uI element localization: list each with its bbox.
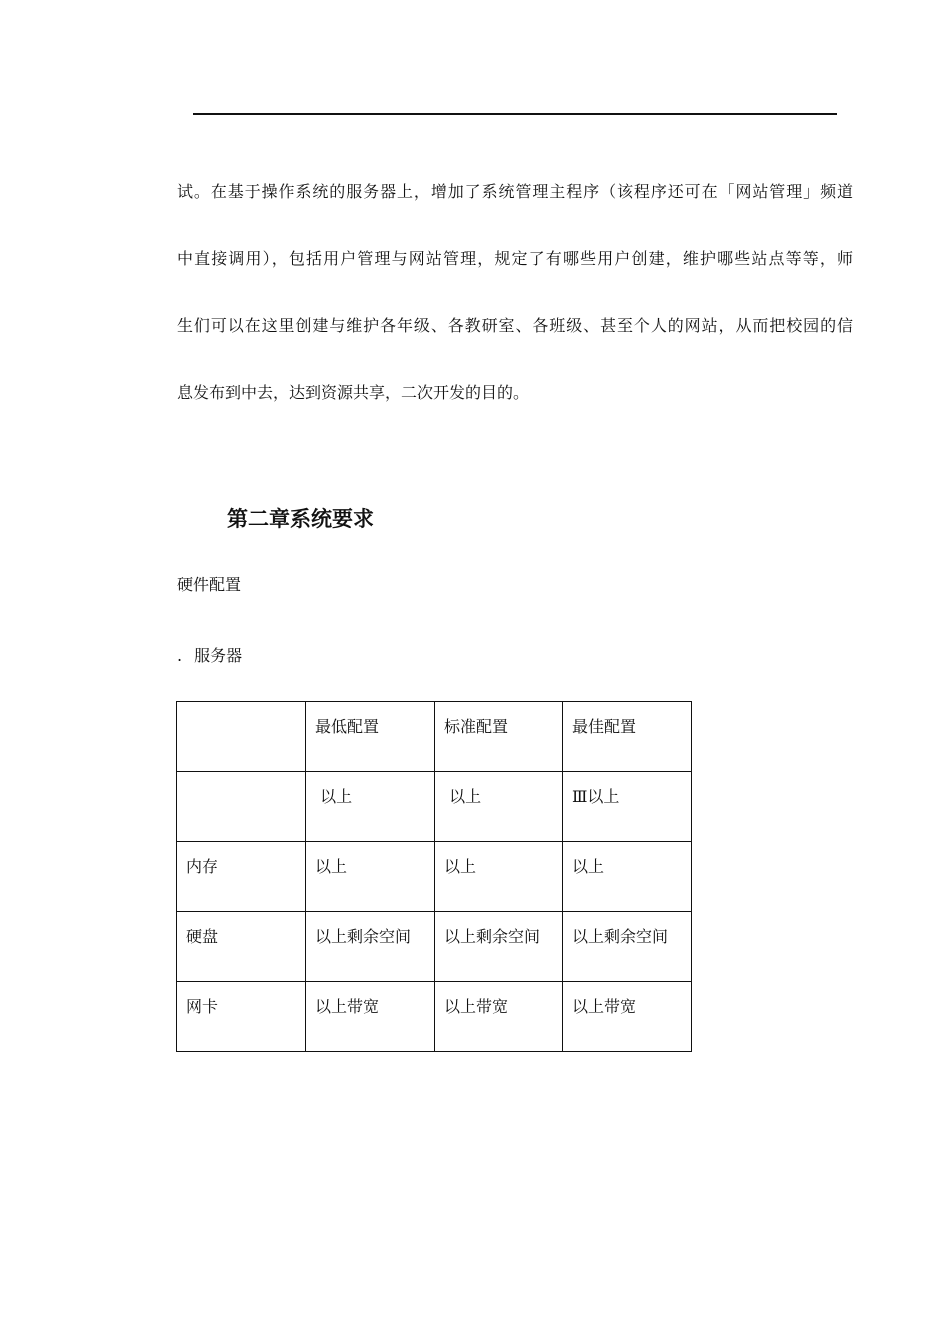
table-header-row <box>177 702 692 772</box>
table-cell: 以上带宽 <box>435 982 563 1052</box>
table-cell: 以上带宽 <box>306 982 435 1052</box>
table-cell: 以上剩余空间 <box>435 912 563 982</box>
table-cell <box>177 772 306 842</box>
table-row <box>177 982 692 1052</box>
intro-paragraph <box>177 158 853 426</box>
section-label: 硬件配置 <box>177 575 242 594</box>
table-cell: 以上 <box>435 772 563 842</box>
intro-line: 试。在基于操作系统的服务器上，增加了系统管理主程序（该程序还可在「网站管理」频道 <box>177 182 853 201</box>
header-rule <box>193 113 837 115</box>
table-cell: 以上 <box>306 772 435 842</box>
intro-line: 生们可以在这里创建与维护各年级、各教研室、各班级、甚至个人的网站，从而把校园的信 <box>177 316 853 335</box>
table-cell: 内存 <box>177 842 306 912</box>
table-cell: 以上 <box>563 842 692 912</box>
table-cell: 以上 <box>435 842 563 912</box>
table-row <box>177 772 692 842</box>
table-cell: 以上带宽 <box>563 982 692 1052</box>
table-cell: 硬盘 <box>177 912 306 982</box>
table-cell: 网卡 <box>177 982 306 1052</box>
list-marker: . <box>177 646 183 665</box>
table-header-cell: 最佳配置 <box>563 702 692 772</box>
intro-line: 息发布到中去，达到资源共享，二次开发的目的。 <box>177 383 530 402</box>
table-header-cell <box>177 702 306 772</box>
table-header-cell: 标准配置 <box>435 702 563 772</box>
table-cell: 以上剩余空间 <box>306 912 435 982</box>
table-header-cell: 最低配置 <box>306 702 435 772</box>
intro-line: 中直接调用），包括用户管理与网站管理，规定了有哪些用户创建，维护哪些站点等等，师 <box>177 249 853 268</box>
table-cell: 以上剩余空间 <box>563 912 692 982</box>
table-row <box>177 912 692 982</box>
table-row <box>177 842 692 912</box>
table-cell: 以上 <box>306 842 435 912</box>
hardware-spec-table <box>176 701 692 1052</box>
chapter-title: 第二章系统要求 <box>227 506 374 531</box>
table-cell: Ⅲ以上 <box>563 772 692 842</box>
sub-section-label <box>177 645 242 667</box>
sub-section-text: 服务器 <box>194 646 243 665</box>
